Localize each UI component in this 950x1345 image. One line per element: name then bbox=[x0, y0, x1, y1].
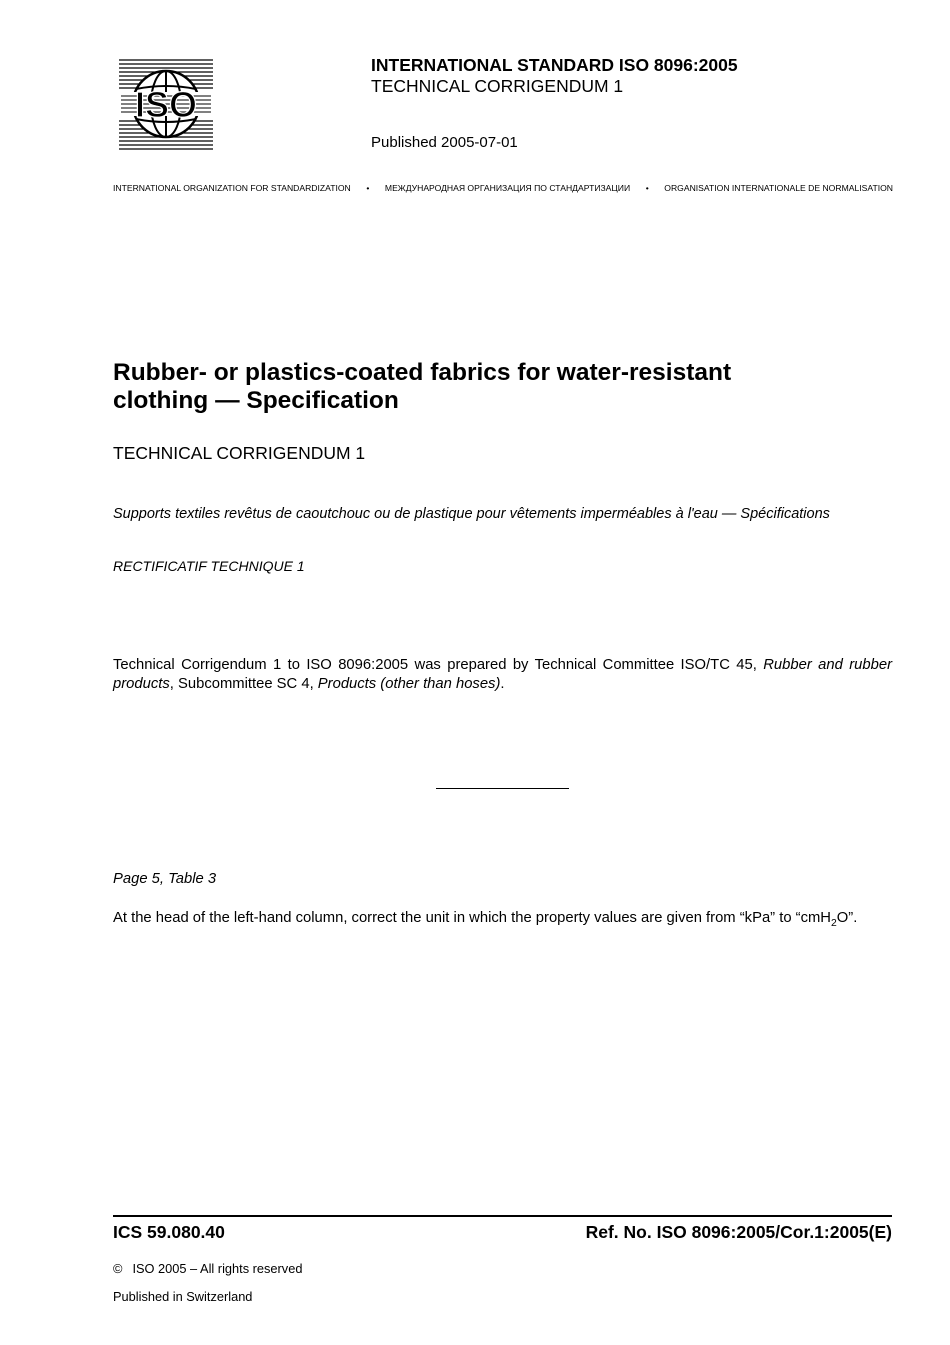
iso-logo-text: ISO bbox=[134, 84, 198, 125]
published-date: Published 2005-07-01 bbox=[371, 134, 518, 151]
org-name-russian: МЕЖДУНАРОДНАЯ ОРГАНИЗАЦИЯ ПО СТАНДАРТИЗАЦИИ bbox=[384, 183, 631, 193]
foreword-text-1: Technical Corrigendum 1 to ISO 8096:2005 was prepared by Technical Committee ISO/TC 45, bbox=[113, 657, 764, 673]
reference-number: Ref. No. ISO 8096:2005/Cor.1:2005(E) bbox=[585, 1222, 892, 1242]
foreword-text-2: , Subcommittee SC 4, bbox=[169, 675, 318, 692]
correction-location: Page 5, Table 3 bbox=[113, 871, 217, 887]
standard-subtitle: TECHNICAL CORRIGENDUM 1 bbox=[371, 76, 624, 96]
copyright bbox=[113, 1261, 302, 1276]
published-in: Published in Switzerland bbox=[113, 1289, 253, 1304]
correction-text-end: O”. bbox=[836, 910, 858, 926]
ics-code: ICS 59.080.40 bbox=[113, 1222, 225, 1242]
standard-title: INTERNATIONAL STANDARD ISO 8096:2005 bbox=[371, 55, 738, 75]
org-name-english: INTERNATIONAL ORGANIZATION FOR STANDARDIZATION bbox=[113, 183, 351, 193]
bullet-separator: • bbox=[366, 183, 370, 193]
document-title: Rubber- or plastics-coated fabrics for water-resistant clothing — Specification bbox=[113, 359, 732, 414]
footer-rule bbox=[113, 1215, 892, 1217]
document-subtitle: TECHNICAL CORRIGENDUM 1 bbox=[113, 443, 366, 463]
copyright-text: ISO 2005 – All rights reserved bbox=[132, 1261, 303, 1276]
org-name-french: ORGANISATION INTERNATIONALE DE NORMALISATION bbox=[664, 183, 893, 193]
foreword-text-3: . bbox=[500, 675, 505, 692]
bullet-separator: • bbox=[645, 183, 649, 193]
foreword-paragraph bbox=[113, 656, 892, 693]
organization-names bbox=[113, 183, 893, 193]
french-subtitle: RECTIFICATIF TECHNIQUE 1 bbox=[113, 558, 305, 574]
correction-paragraph bbox=[113, 909, 892, 928]
subscript-2: 2 bbox=[831, 918, 837, 929]
separator-line bbox=[436, 788, 569, 789]
copyright-icon: © bbox=[113, 1261, 123, 1276]
foreword-committee-name: Rubber and rubber products bbox=[113, 657, 892, 692]
french-title: Supports textiles revêtus de caoutchouc ou de plastique pour vêtements imperméables à l'eau — Spécifications bbox=[113, 506, 830, 522]
iso-logo bbox=[117, 57, 215, 152]
correction-text: At the head of the left-hand column, correct the unit in which the property values are given from “kPa” to “cmH bbox=[113, 910, 831, 926]
foreword-subcommittee-name: Products (other than hoses) bbox=[317, 675, 501, 692]
